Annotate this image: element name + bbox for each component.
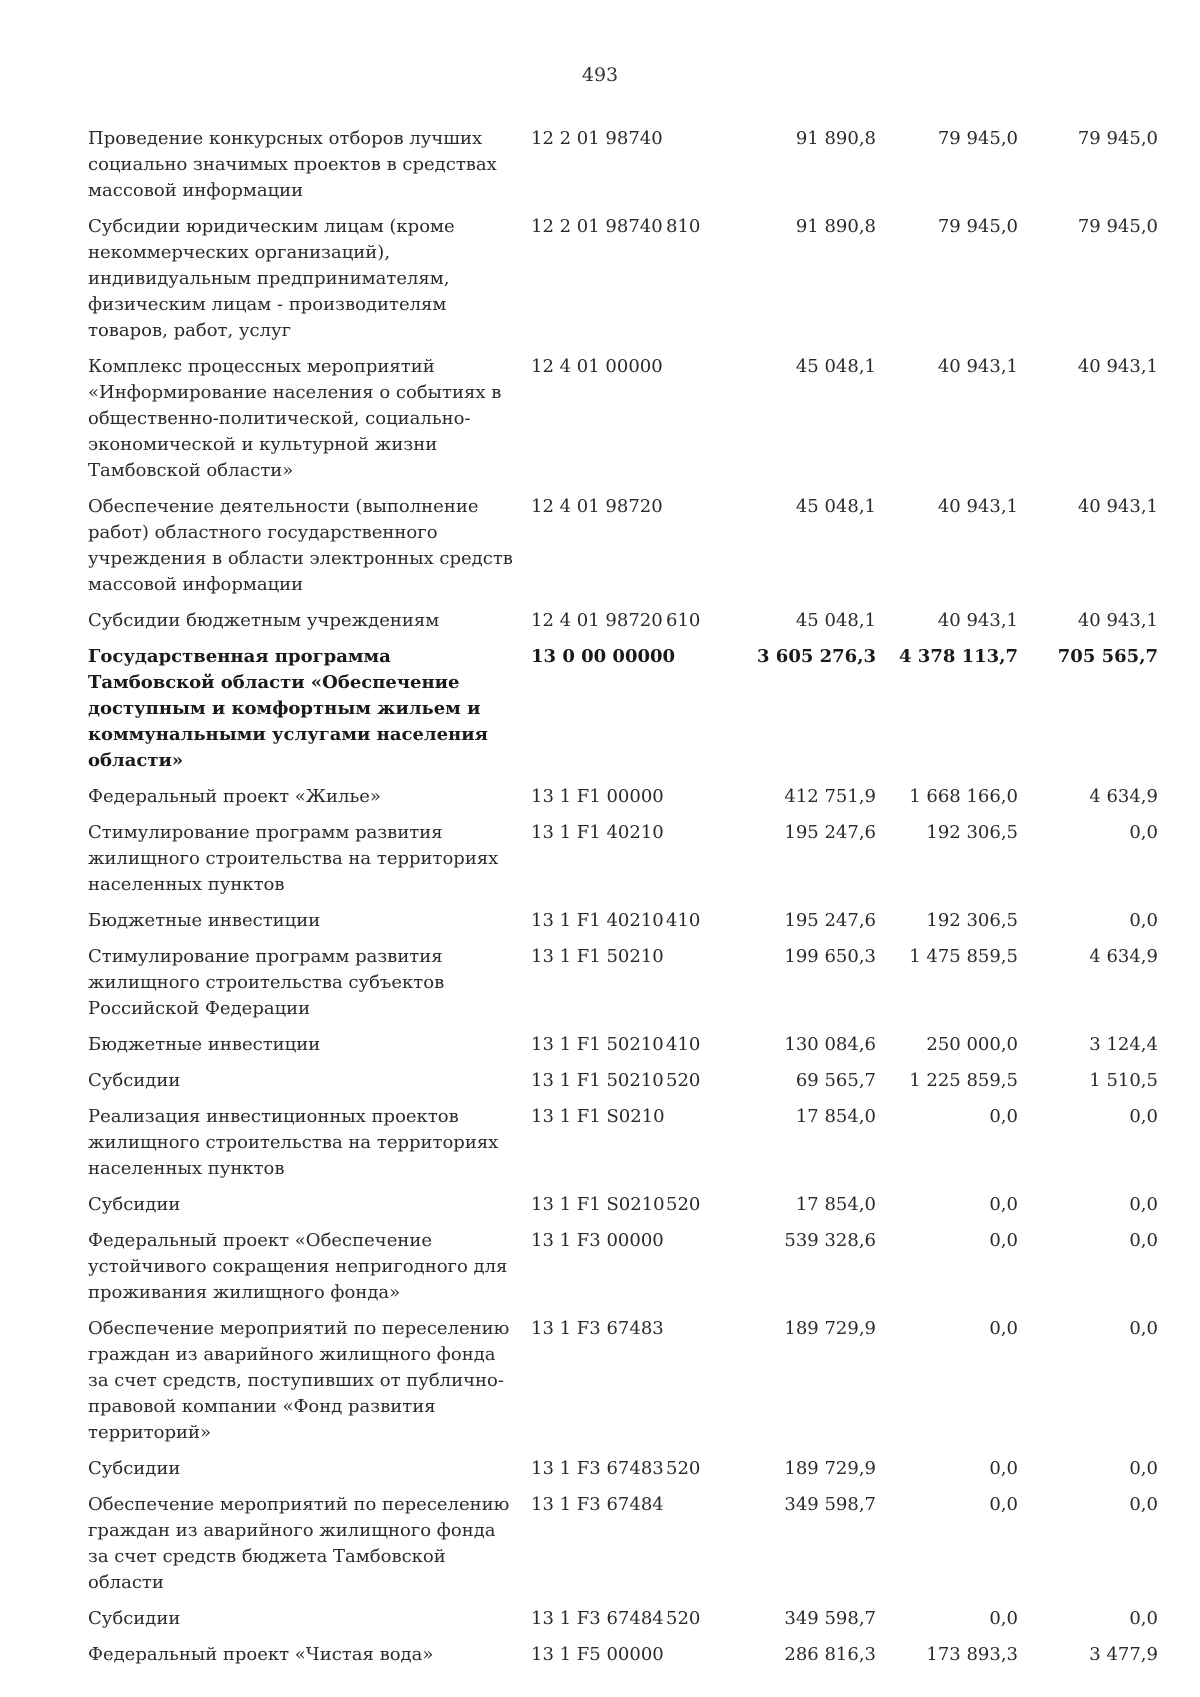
row-name: Субсидии — [88, 1070, 181, 1091]
row-amount-year2: 1 475 859,5 — [909, 946, 1018, 967]
row-amount-year2: 0,0 — [989, 1106, 1018, 1127]
row-name: Проведение конкурсных отборов лучших социально значимых проектов в средствах массовой информации — [88, 128, 497, 201]
row-amount-year2: 0,0 — [989, 1494, 1018, 1515]
row-name: Субсидии — [88, 1458, 181, 1479]
row-name: Стимулирование программ развития жилищного строительства на территориях населенных пунктов — [88, 822, 499, 895]
row-name: Федеральный проект «Обеспечение устойчивого сокращения непригодного для проживания жилищного фонда» — [88, 1230, 508, 1303]
row-amount-year2: 192 306,5 — [926, 910, 1018, 931]
row-amount-year3: 40 943,1 — [1077, 496, 1158, 517]
table-row — [88, 214, 1158, 344]
row-amount-year3: 4 634,9 — [1089, 786, 1158, 807]
row-amount-year1: 189 729,9 — [784, 1458, 876, 1479]
row-code: 13 1 F1 40210 — [531, 822, 664, 843]
row-amount-year1: 195 247,6 — [784, 910, 876, 931]
table-row — [88, 608, 1158, 634]
row-name: Субсидии юридическим лицам (кроме некоммерческих организаций), индивидуальным предпринимателям, физическим лицам - производителям товаров, работ, услуг — [88, 216, 455, 341]
table-row — [88, 1492, 1158, 1596]
row-amount-year1: 189 729,9 — [784, 1318, 876, 1339]
row-amount-year3: 0,0 — [1129, 1106, 1158, 1127]
row-amount-year2: 0,0 — [989, 1458, 1018, 1479]
row-name: Комплекс процессных мероприятий «Информирование населения о событиях в общественно-политической, социально-экономической и культурной жизни Тамбовской области» — [88, 356, 502, 481]
row-amount-year2: 173 893,3 — [926, 1644, 1018, 1665]
row-amount-year2: 79 945,0 — [937, 128, 1018, 149]
row-amount-year3: 0,0 — [1129, 910, 1158, 931]
table-row — [88, 1316, 1158, 1446]
row-name: Обеспечение мероприятий по переселению граждан из аварийного жилищного фонда за счет средств, поступивших от публично-правовой компании «Фонд развития территорий» — [88, 1318, 510, 1443]
row-code: 13 1 F5 00000 — [531, 1644, 664, 1665]
table-row — [88, 644, 1158, 774]
table-row — [88, 126, 1158, 204]
row-expense-type: 810 — [666, 216, 701, 237]
row-code: 13 1 F3 00000 — [531, 1230, 664, 1251]
row-name: Субсидии — [88, 1608, 181, 1629]
row-amount-year1: 17 854,0 — [795, 1106, 876, 1127]
row-expense-type: 520 — [666, 1194, 701, 1215]
row-name: Обеспечение мероприятий по переселению граждан из аварийного жилищного фонда за счет средств бюджета Тамбовской области — [88, 1494, 510, 1593]
row-name: Государственная программа Тамбовской области «Обеспечение доступным и комфортным жильем и коммунальными услугами населения области» — [88, 646, 488, 771]
budget-table — [88, 126, 1158, 1678]
row-amount-year2: 79 945,0 — [937, 216, 1018, 237]
row-code: 13 0 00 00000 — [531, 646, 676, 667]
row-amount-year3: 0,0 — [1129, 1494, 1158, 1515]
row-amount-year1: 349 598,7 — [784, 1494, 876, 1515]
row-code: 12 2 01 98740 — [531, 128, 663, 149]
row-amount-year3: 79 945,0 — [1077, 216, 1158, 237]
table-row — [88, 354, 1158, 484]
row-amount-year1: 45 048,1 — [795, 496, 876, 517]
row-amount-year1: 199 650,3 — [784, 946, 876, 967]
row-amount-year3: 3 124,4 — [1089, 1034, 1158, 1055]
row-amount-year1: 539 328,6 — [784, 1230, 876, 1251]
row-name: Субсидии — [88, 1194, 181, 1215]
row-expense-type: 610 — [666, 610, 701, 631]
row-amount-year3: 0,0 — [1129, 822, 1158, 843]
row-amount-year2: 1 668 166,0 — [909, 786, 1018, 807]
row-name: Бюджетные инвестиции — [88, 1034, 321, 1055]
table-row — [88, 1606, 1158, 1632]
row-code: 12 2 01 98740 — [531, 216, 663, 237]
table-row — [88, 908, 1158, 934]
row-code: 13 1 F1 40210 — [531, 910, 664, 931]
row-amount-year1: 17 854,0 — [795, 1194, 876, 1215]
page-number: 493 — [581, 64, 619, 86]
row-amount-year2: 0,0 — [989, 1230, 1018, 1251]
row-name: Субсидии бюджетным учреждениям — [88, 610, 440, 631]
table-row — [88, 1032, 1158, 1058]
row-code: 13 1 F3 67484 — [531, 1494, 664, 1515]
row-name: Стимулирование программ развития жилищного строительства субъектов Российской Федерации — [88, 946, 445, 1019]
row-name: Федеральный проект «Жилье» — [88, 786, 381, 807]
row-amount-year1: 91 890,8 — [795, 216, 876, 237]
row-code: 13 1 F1 50210 — [531, 946, 664, 967]
row-amount-year1: 69 565,7 — [795, 1070, 876, 1091]
row-amount-year1: 45 048,1 — [795, 610, 876, 631]
row-amount-year3: 0,0 — [1129, 1458, 1158, 1479]
row-amount-year1: 286 816,3 — [784, 1644, 876, 1665]
row-expense-type: 520 — [666, 1458, 701, 1479]
row-amount-year3: 4 634,9 — [1089, 946, 1158, 967]
row-code: 13 1 F3 67484 — [531, 1608, 664, 1629]
table-row — [88, 1104, 1158, 1182]
table-row — [88, 1642, 1158, 1668]
row-amount-year2: 250 000,0 — [926, 1034, 1018, 1055]
row-amount-year3: 0,0 — [1129, 1608, 1158, 1629]
row-amount-year1: 91 890,8 — [795, 128, 876, 149]
row-amount-year3: 79 945,0 — [1077, 128, 1158, 149]
row-amount-year2: 40 943,1 — [937, 356, 1018, 377]
row-amount-year2: 4 378 113,7 — [899, 646, 1018, 667]
row-name: Реализация инвестиционных проектов жилищного строительства на территориях населенных пунктов — [88, 1106, 499, 1179]
table-row — [88, 494, 1158, 598]
table-row — [88, 820, 1158, 898]
row-name: Федеральный проект «Чистая вода» — [88, 1644, 434, 1665]
row-amount-year1: 45 048,1 — [795, 356, 876, 377]
row-amount-year2: 0,0 — [989, 1608, 1018, 1629]
row-amount-year1: 3 605 276,3 — [757, 646, 876, 667]
row-code: 13 1 F1 50210 — [531, 1034, 664, 1055]
row-expense-type: 410 — [666, 1034, 701, 1055]
row-amount-year2: 40 943,1 — [937, 496, 1018, 517]
row-amount-year1: 412 751,9 — [784, 786, 876, 807]
row-code: 13 1 F3 67483 — [531, 1458, 664, 1479]
row-amount-year3: 0,0 — [1129, 1230, 1158, 1251]
row-amount-year1: 130 084,6 — [784, 1034, 876, 1055]
row-amount-year3: 3 477,9 — [1089, 1644, 1158, 1665]
row-code: 13 1 F1 S0210 — [531, 1194, 665, 1215]
row-amount-year1: 195 247,6 — [784, 822, 876, 843]
row-amount-year3: 0,0 — [1129, 1318, 1158, 1339]
table-row — [88, 1068, 1158, 1094]
row-code: 13 1 F1 50210 — [531, 1070, 664, 1091]
row-expense-type: 520 — [666, 1070, 701, 1091]
row-amount-year2: 0,0 — [989, 1318, 1018, 1339]
row-amount-year2: 1 225 859,5 — [909, 1070, 1018, 1091]
row-amount-year3: 40 943,1 — [1077, 356, 1158, 377]
row-code: 12 4 01 98720 — [531, 496, 663, 517]
row-code: 13 1 F3 67483 — [531, 1318, 664, 1339]
row-amount-year2: 40 943,1 — [937, 610, 1018, 631]
row-code: 12 4 01 00000 — [531, 356, 663, 377]
row-code: 13 1 F1 00000 — [531, 786, 664, 807]
table-row — [88, 1228, 1158, 1306]
table-row — [88, 1456, 1158, 1482]
table-row — [88, 784, 1158, 810]
row-amount-year3: 40 943,1 — [1077, 610, 1158, 631]
row-name: Бюджетные инвестиции — [88, 910, 321, 931]
row-amount-year2: 0,0 — [989, 1194, 1018, 1215]
row-amount-year1: 349 598,7 — [784, 1608, 876, 1629]
row-amount-year2: 192 306,5 — [926, 822, 1018, 843]
row-amount-year3: 705 565,7 — [1057, 646, 1158, 667]
row-expense-type: 520 — [666, 1608, 701, 1629]
row-code: 13 1 F1 S0210 — [531, 1106, 665, 1127]
row-amount-year3: 0,0 — [1129, 1194, 1158, 1215]
row-amount-year3: 1 510,5 — [1089, 1070, 1158, 1091]
row-expense-type: 410 — [666, 910, 701, 931]
row-name: Обеспечение деятельности (выполнение работ) областного государственного учреждения в области электронных средств массовой информации — [88, 496, 513, 595]
table-row — [88, 944, 1158, 1022]
table-row — [88, 1192, 1158, 1218]
row-code: 12 4 01 98720 — [531, 610, 663, 631]
